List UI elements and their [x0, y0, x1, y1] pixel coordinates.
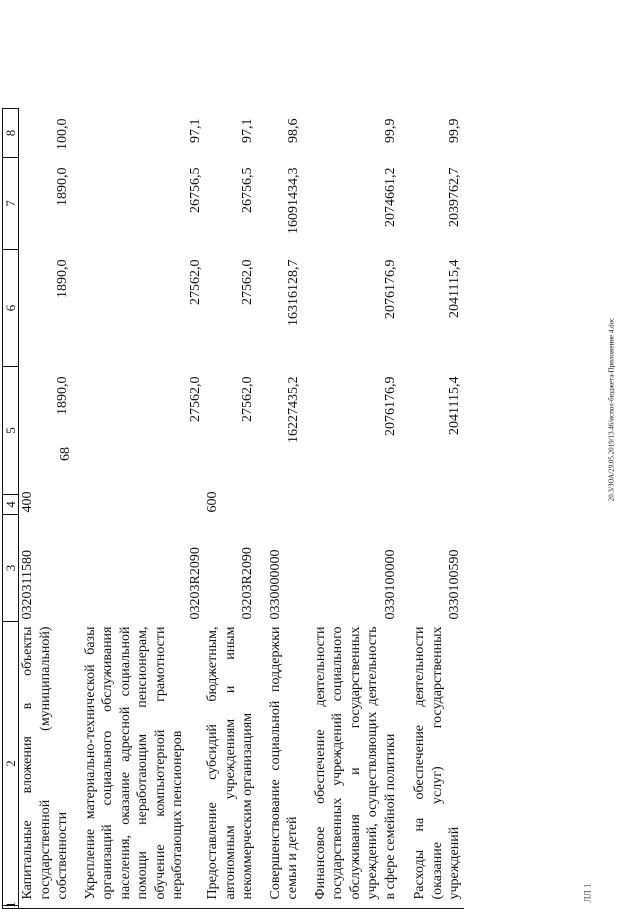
table-row — [267, 109, 312, 909]
row-col5: 16227435,2 — [285, 376, 301, 443]
row-code: 0320311580 — [20, 550, 35, 620]
row-name: Финансовое обеспечение деятельности государственных учреждений социального обслуживания и государственных учреждений, осуществляющих деятельность в сфере семейной политики — [312, 626, 398, 900]
row-name: Предоставление субсидий бюджетным, автономным учреждениям и иным некоммерческим организациям — [205, 626, 255, 900]
header-cell-8: 8 — [3, 109, 19, 158]
row-vr — [267, 495, 312, 515]
row-code: 0330100000 — [382, 549, 398, 620]
header-cell-3: 3 — [3, 515, 19, 622]
row-name: Совершенствование социальной поддержки семьи и детей — [267, 626, 300, 900]
row-vr: 400 — [20, 491, 35, 513]
row-col6: 1890,0 — [55, 259, 70, 298]
row-col5: 27562,0 — [187, 376, 203, 422]
row-code: 0330100590 — [447, 549, 462, 620]
row-col6: 16316128,7 — [285, 259, 301, 326]
row-name: Укрепление материально-технической базы организаций социального обслуживания населения, оказание адресной социальной помощи неработающим пенсионерам, обучение компьютерной грамотности неработающих пенсионеров — [82, 626, 185, 900]
header-cell-5: 5 — [3, 367, 19, 495]
row-code: 03203R2090 — [240, 547, 255, 620]
page-number: 68 — [58, 447, 73, 461]
row-col7: 1890,0 — [55, 167, 70, 206]
row-name: Капитальные вложения в объекты государственной (муниципальной) собственности — [20, 626, 70, 900]
corner-mark: ЛЛ 1 — [582, 883, 593, 903]
budget-table — [2, 108, 464, 909]
row-col6: 2076176,9 — [382, 259, 398, 319]
footer-file-path: 20.3/ЗОА/29.05.2019/13.46/испол-бюджета-Приложение 4.doc — [607, 317, 616, 502]
row-col7: 26756,5 — [187, 167, 203, 213]
row-col8: 99,9 — [382, 118, 398, 143]
table-row — [82, 109, 205, 909]
row-col6: 27562,0 — [187, 259, 203, 305]
row-col5: 1890,0 — [55, 376, 70, 415]
row-col7: 2074661,2 — [382, 167, 398, 227]
header-cell-2: 2 — [3, 622, 19, 906]
row-col5: 2041115,4 — [447, 376, 462, 435]
table-header-row — [3, 109, 19, 909]
table-row — [312, 109, 412, 909]
budget-table-container — [2, 109, 462, 909]
header-cell-4: 4 — [3, 495, 19, 515]
row-col7: 16091434,3 — [285, 167, 301, 234]
row-code: 0330000000 — [267, 549, 283, 620]
row-col5: 2076176,9 — [382, 376, 398, 436]
row-col8: 98,6 — [285, 118, 301, 143]
row-col6: 27562,0 — [240, 259, 255, 305]
row-col5: 27562,0 — [240, 376, 255, 422]
row-name: Расходы на обеспечение деятельности (оказание услуг) государственных учреждений — [412, 626, 462, 900]
header-cell-6: 6 — [3, 250, 19, 367]
row-col8: 100,0 — [55, 118, 70, 150]
row-col8: 97,1 — [187, 118, 203, 143]
table-row — [411, 109, 464, 909]
row-code: 03203R2090 — [187, 547, 203, 620]
row-vr — [411, 495, 464, 515]
row-vr — [82, 495, 205, 515]
header-cell-7: 7 — [3, 158, 19, 250]
row-col7: 26756,5 — [240, 167, 255, 213]
table-row — [19, 109, 82, 909]
row-col6: 2041115,4 — [447, 259, 462, 318]
row-col8: 97,1 — [240, 118, 255, 143]
table-row — [204, 109, 267, 909]
row-vr — [312, 495, 412, 515]
row-col7: 2039762,7 — [447, 167, 462, 227]
header-cell-1: 1 — [3, 901, 18, 908]
row-vr: 600 — [205, 491, 220, 513]
row-col8: 99,9 — [447, 118, 462, 143]
